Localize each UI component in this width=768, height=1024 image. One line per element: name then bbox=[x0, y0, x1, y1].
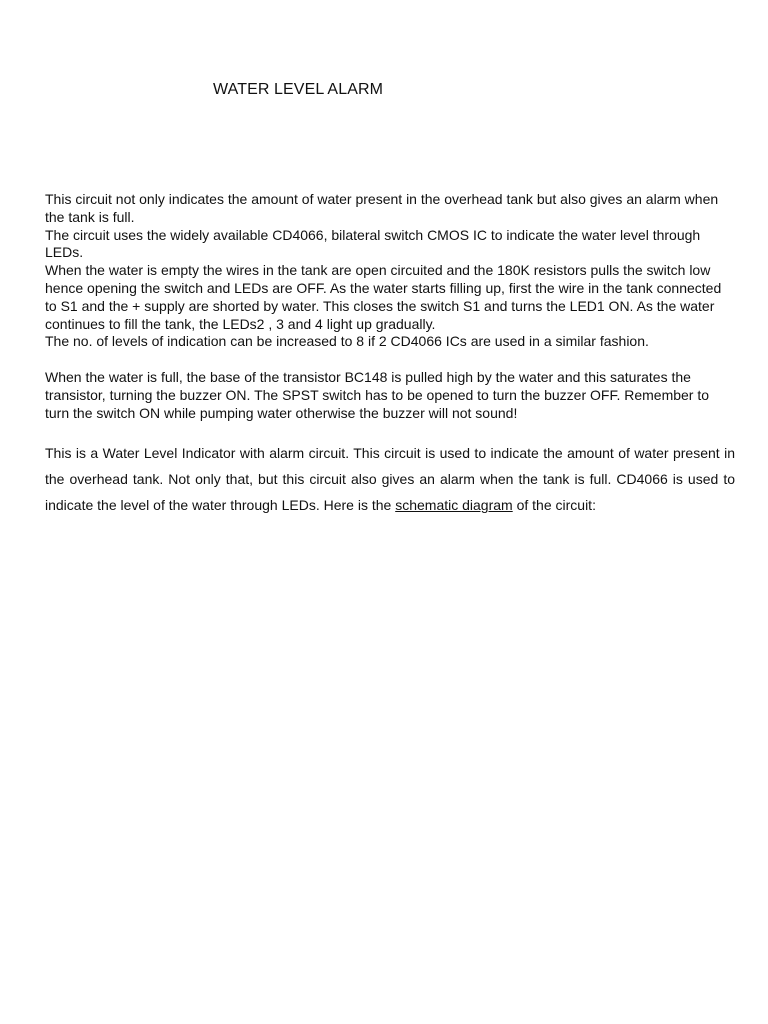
intro-paragraph: This circuit not only indicates the amount of water present in the overhead tank but also gives an alarm when the tank is full. bbox=[45, 191, 719, 225]
buzzer-section bbox=[45, 369, 735, 422]
operation-paragraph: When the water is empty the wires in the tank are open circuited and the 180K resistors pulls the switch low hence opening the switch and LEDs are OFF. As the water starts filling up, first the wire in the tank connected to S1 and the + supply are shorted by water. This closes the switch S1 and turns the LED1 ON. As the water continues to fill the tank, the LEDs2 , 3 and 4 light up gradually. bbox=[45, 262, 722, 332]
summary-text: This is a Water Level Indicator with alarm circuit. This circuit is used to indicate the amount of water present in the overhead tank. Not only that, but this circuit also gives an alarm when the tank is full. CD4066 is used to indicate the level of the water through LEDs. Here is the bbox=[45, 445, 735, 513]
ic-paragraph: The circuit uses the widely available CD4066, bilateral switch CMOS IC to indicate the water level through LEDs. bbox=[45, 226, 701, 261]
buzzer-paragraph: When the water is full, the base of the transistor BC148 is pulled high by the water and this saturates the transistor, turning the buzzer ON. The SPST switch has to be opened to turn the buzzer OFF. Remember to turn the switch ON while pumping water otherwise the buzzer will not sound! bbox=[45, 369, 710, 421]
summary-paragraph bbox=[45, 440, 735, 518]
description-section bbox=[45, 191, 735, 351]
levels-paragraph: The no. of levels of indication can be increased to 8 if 2 CD4066 ICs are used in a similar fashion. bbox=[45, 333, 649, 350]
summary-section bbox=[45, 440, 735, 518]
summary-text-end: of the circuit: bbox=[512, 497, 596, 513]
document-title: WATER LEVEL ALARM bbox=[213, 81, 384, 98]
schematic-diagram-link[interactable]: schematic diagram bbox=[395, 497, 513, 513]
